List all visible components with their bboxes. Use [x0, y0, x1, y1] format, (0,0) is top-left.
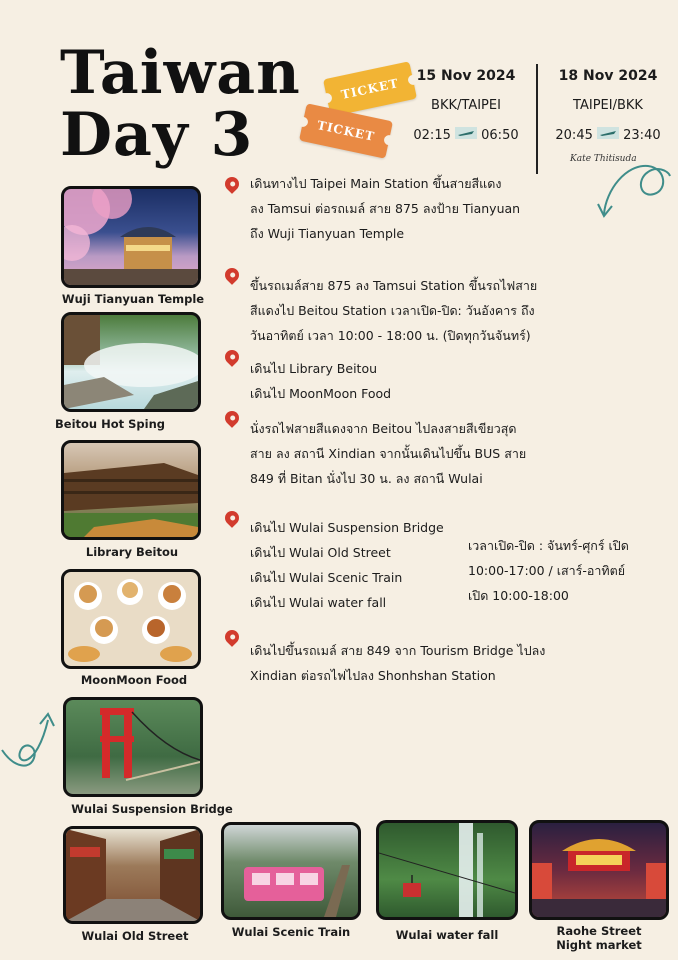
caption-wuji-tianyuan-temple: Wuji Tianyuan Temple — [61, 292, 205, 306]
itinerary-step-5: เดินไป Wulai Suspension Bridge เดินไป Wulai Old Street เดินไป Wulai Scenic Train เดินไป Wulai water fall — [250, 520, 444, 610]
ticket-graphic-2: TICKET — [299, 103, 393, 158]
caption-beitou-hot-spring: Beitou Hot Sping — [55, 417, 165, 431]
itinerary-step-2: ขึ้นรถเมล์สาย 875 ลง Tamsui Station ขึ้นรถไฟสาย สีแดงไป Beitou Station เวลาเปิด-ปิด: วันอังคาร ถึง วันอาทิตย์ เวลา 10:00 - 18:00 น. (ปิดทุกวันจันทร์) — [250, 278, 538, 343]
location-pin-icon — [222, 347, 242, 367]
flight-times: 20:45 23:40 — [546, 125, 670, 143]
plane-icon — [455, 125, 477, 141]
curly-arrow-icon — [596, 150, 672, 220]
location-pin-icon — [222, 508, 242, 528]
itinerary-step-4: นั่งรถไฟสายสีแดงจาก Beitou ไปลงสายสีเขียวสุด สาย ลง สถานี Xindian จากนั้นเดินไปขึ้น BUS สาย 849 ที่ Bitan นั่งไป 30 น. ลง สถานี Wulai — [250, 421, 527, 486]
itinerary-step-1: เดินทางไป Taipei Main Station ขึ้นสายสีแดง ลง Tamsui ต่อรถเมล์ สาย 875 ลงป้าย Tianyuan ถึง Wuji Tianyuan Temple — [250, 176, 521, 241]
flight-date: 15 Nov 2024 — [416, 68, 516, 84]
caption-wulai-scenic-train: Wulai Scenic Train — [231, 925, 351, 939]
flight-divider — [536, 64, 538, 174]
plane-icon — [597, 125, 619, 141]
photo-beitou-hot-spring — [61, 312, 201, 412]
flight-return — [546, 68, 670, 143]
caption-raohe-street-night-market: Raohe Street Night market — [556, 924, 642, 952]
itinerary-step-6: เดินไปขึ้นรถเมล์ สาย 849 จาก Tourism Bridge ไปลง Xindian ต่อรถไฟไปลง Shonhshan Station — [250, 643, 546, 683]
signature: Kate Thitisuda — [570, 154, 637, 164]
title-line-2: Day 3 — [60, 100, 254, 170]
caption-wulai-suspension-bridge: Wulai Suspension Bridge — [71, 802, 233, 816]
flight-times: 02:15 06:50 — [404, 125, 528, 143]
photo-wulai-scenic-train — [221, 822, 361, 920]
location-pin-icon — [222, 174, 242, 194]
caption-wulai-old-street: Wulai Old Street — [81, 929, 189, 943]
caption-wulai-water-fall: Wulai water fall — [395, 928, 499, 942]
location-pin-icon — [222, 265, 242, 285]
photo-wuji-tianyuan-temple — [61, 186, 201, 288]
photo-raohe-street-night-market — [529, 820, 669, 920]
flight-route: BKK/TAIPEI — [431, 98, 501, 113]
flight-date: 18 Nov 2024 — [558, 68, 658, 84]
page-title — [60, 38, 301, 170]
photo-wulai-old-street — [63, 826, 203, 924]
curly-arrow-icon — [0, 710, 60, 780]
title-line-1: Taiwan — [60, 38, 301, 108]
caption-library-beitou: Library Beitou — [85, 545, 179, 559]
photo-wulai-suspension-bridge — [63, 697, 203, 797]
photo-library-beitou — [61, 440, 201, 540]
caption-moonmoon-food: MoonMoon Food — [80, 673, 188, 687]
opening-hours-note: เวลาเปิด-ปิด : จันทร์-ศุกร์ เปิด 10:00-17:00 / เสาร์-อาทิตย์ เปิด 10:00-18:00 — [468, 538, 629, 603]
flight-outbound — [404, 68, 528, 143]
location-pin-icon — [222, 408, 242, 428]
itinerary-step-3: เดินไป Library Beitou เดินไป MoonMoon Food — [250, 361, 392, 401]
location-pin-icon — [222, 627, 242, 647]
ticket-graphic-1: TICKET — [323, 61, 417, 116]
photo-moonmoon-food — [61, 569, 201, 669]
photo-wulai-water-fall — [376, 820, 518, 920]
flight-route: TAIPEI/BKK — [573, 98, 643, 113]
